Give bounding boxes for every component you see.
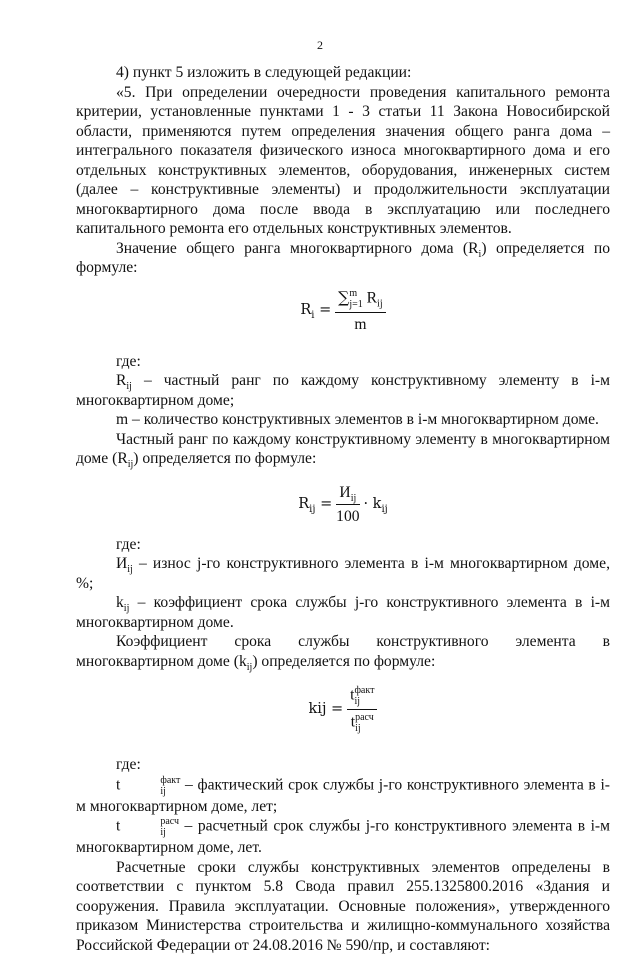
definition-wear: $И_{ij}$ – износ j-го конструктивного элемента в i-м многоквартирном доме, %; (76, 554, 610, 593)
paragraph-service-life-standards: Расчетные сроки службы конструктивных элементов определены в соответствии с пунктом 5.8 Свода правил 255.1325800.2016 «Здания и сооружения. Правила эксплуатации. Основные положения», утвержденного приказом Министерства строительства и жилищно-коммунального хозяйства Российской Федерации от 24.08.2016 № 590/пр, и составляют: (76, 858, 610, 955)
document-body (76, 63, 610, 955)
definition-t-actual: t факт ij – фактический срок службы j-го конструктивного элемента в i-м многоквартирном доме, лет; (76, 775, 610, 817)
definition-t-calculated: t расч ij – расчетный срок службы j-го конструктивного элемента в i-м многоквартирном доме, лет. (76, 816, 610, 858)
fraction: t факт ij t расч ij (347, 685, 377, 734)
paragraph-partial-rank-intro: Частный ранг по каждому конструктивному элементу в многоквартирном доме $(R_{ij})$ определяется по формуле: (76, 430, 610, 469)
paragraph-amendment: 4) пункт 5 изложить в следующей редакции: (76, 63, 610, 83)
fraction: ∑ m j=1 $R_{ij}$ m (335, 288, 385, 335)
definition-kij: $k_{ij}$ – коэффициент срока службы j-го конструктивного элемента в i-м многоквартирном доме. (76, 593, 610, 632)
paragraph-coefficient-intro: Коэффициент срока службы конструктивного элемента в многоквартирном доме $(k_{ij})$ определяется по формуле: (76, 632, 610, 671)
where-label: где: (76, 352, 610, 372)
paragraph-clause-5: «5. При определении очередности проведения капитального ремонта критерии, установленные пунктами 1 - 3 статьи 11 Закона Новосибирской области, применяются путем определения значения общего ранга дома – интегрального показателя физического износа многоквартирного дома и его отдельных конструктивных элементов, оборудования, инженерных систем (далее – конструктивные элементы) и продолжительности эксплуатации многоквартирного дома после ввода в эксплуатацию или последнего капитального ремонта его отдельных конструктивных элементов. (76, 83, 610, 239)
where-label: где: (76, 535, 610, 555)
where-label: где: (76, 755, 610, 775)
fraction: $\frac{И_{ij}}{100}$ (336, 483, 359, 527)
formula-service-life-coefficient: kij = t факт ij t расч ij (76, 685, 610, 745)
paragraph-rank-intro: Значение общего ранга многоквартирного дома $(R_i)$ определяется по формуле: (76, 239, 610, 278)
definition-rij: $R_{ij}$ – частный ранг по каждому конструктивному элементу в i-м многоквартирном доме; (76, 371, 610, 410)
page-number: 2 (0, 36, 640, 56)
formula-partial-rank: $R_{ij}$ = $\frac{И_{ij}}{100}$ · $k_{ij}$ (76, 483, 610, 527)
definition-m: m – количество конструктивных элементов в i-м многоквартирном доме. (76, 410, 610, 430)
formula-overall-rank: $R_i$ = ∑ m j=1 $R_{ij}$ m (76, 288, 610, 346)
